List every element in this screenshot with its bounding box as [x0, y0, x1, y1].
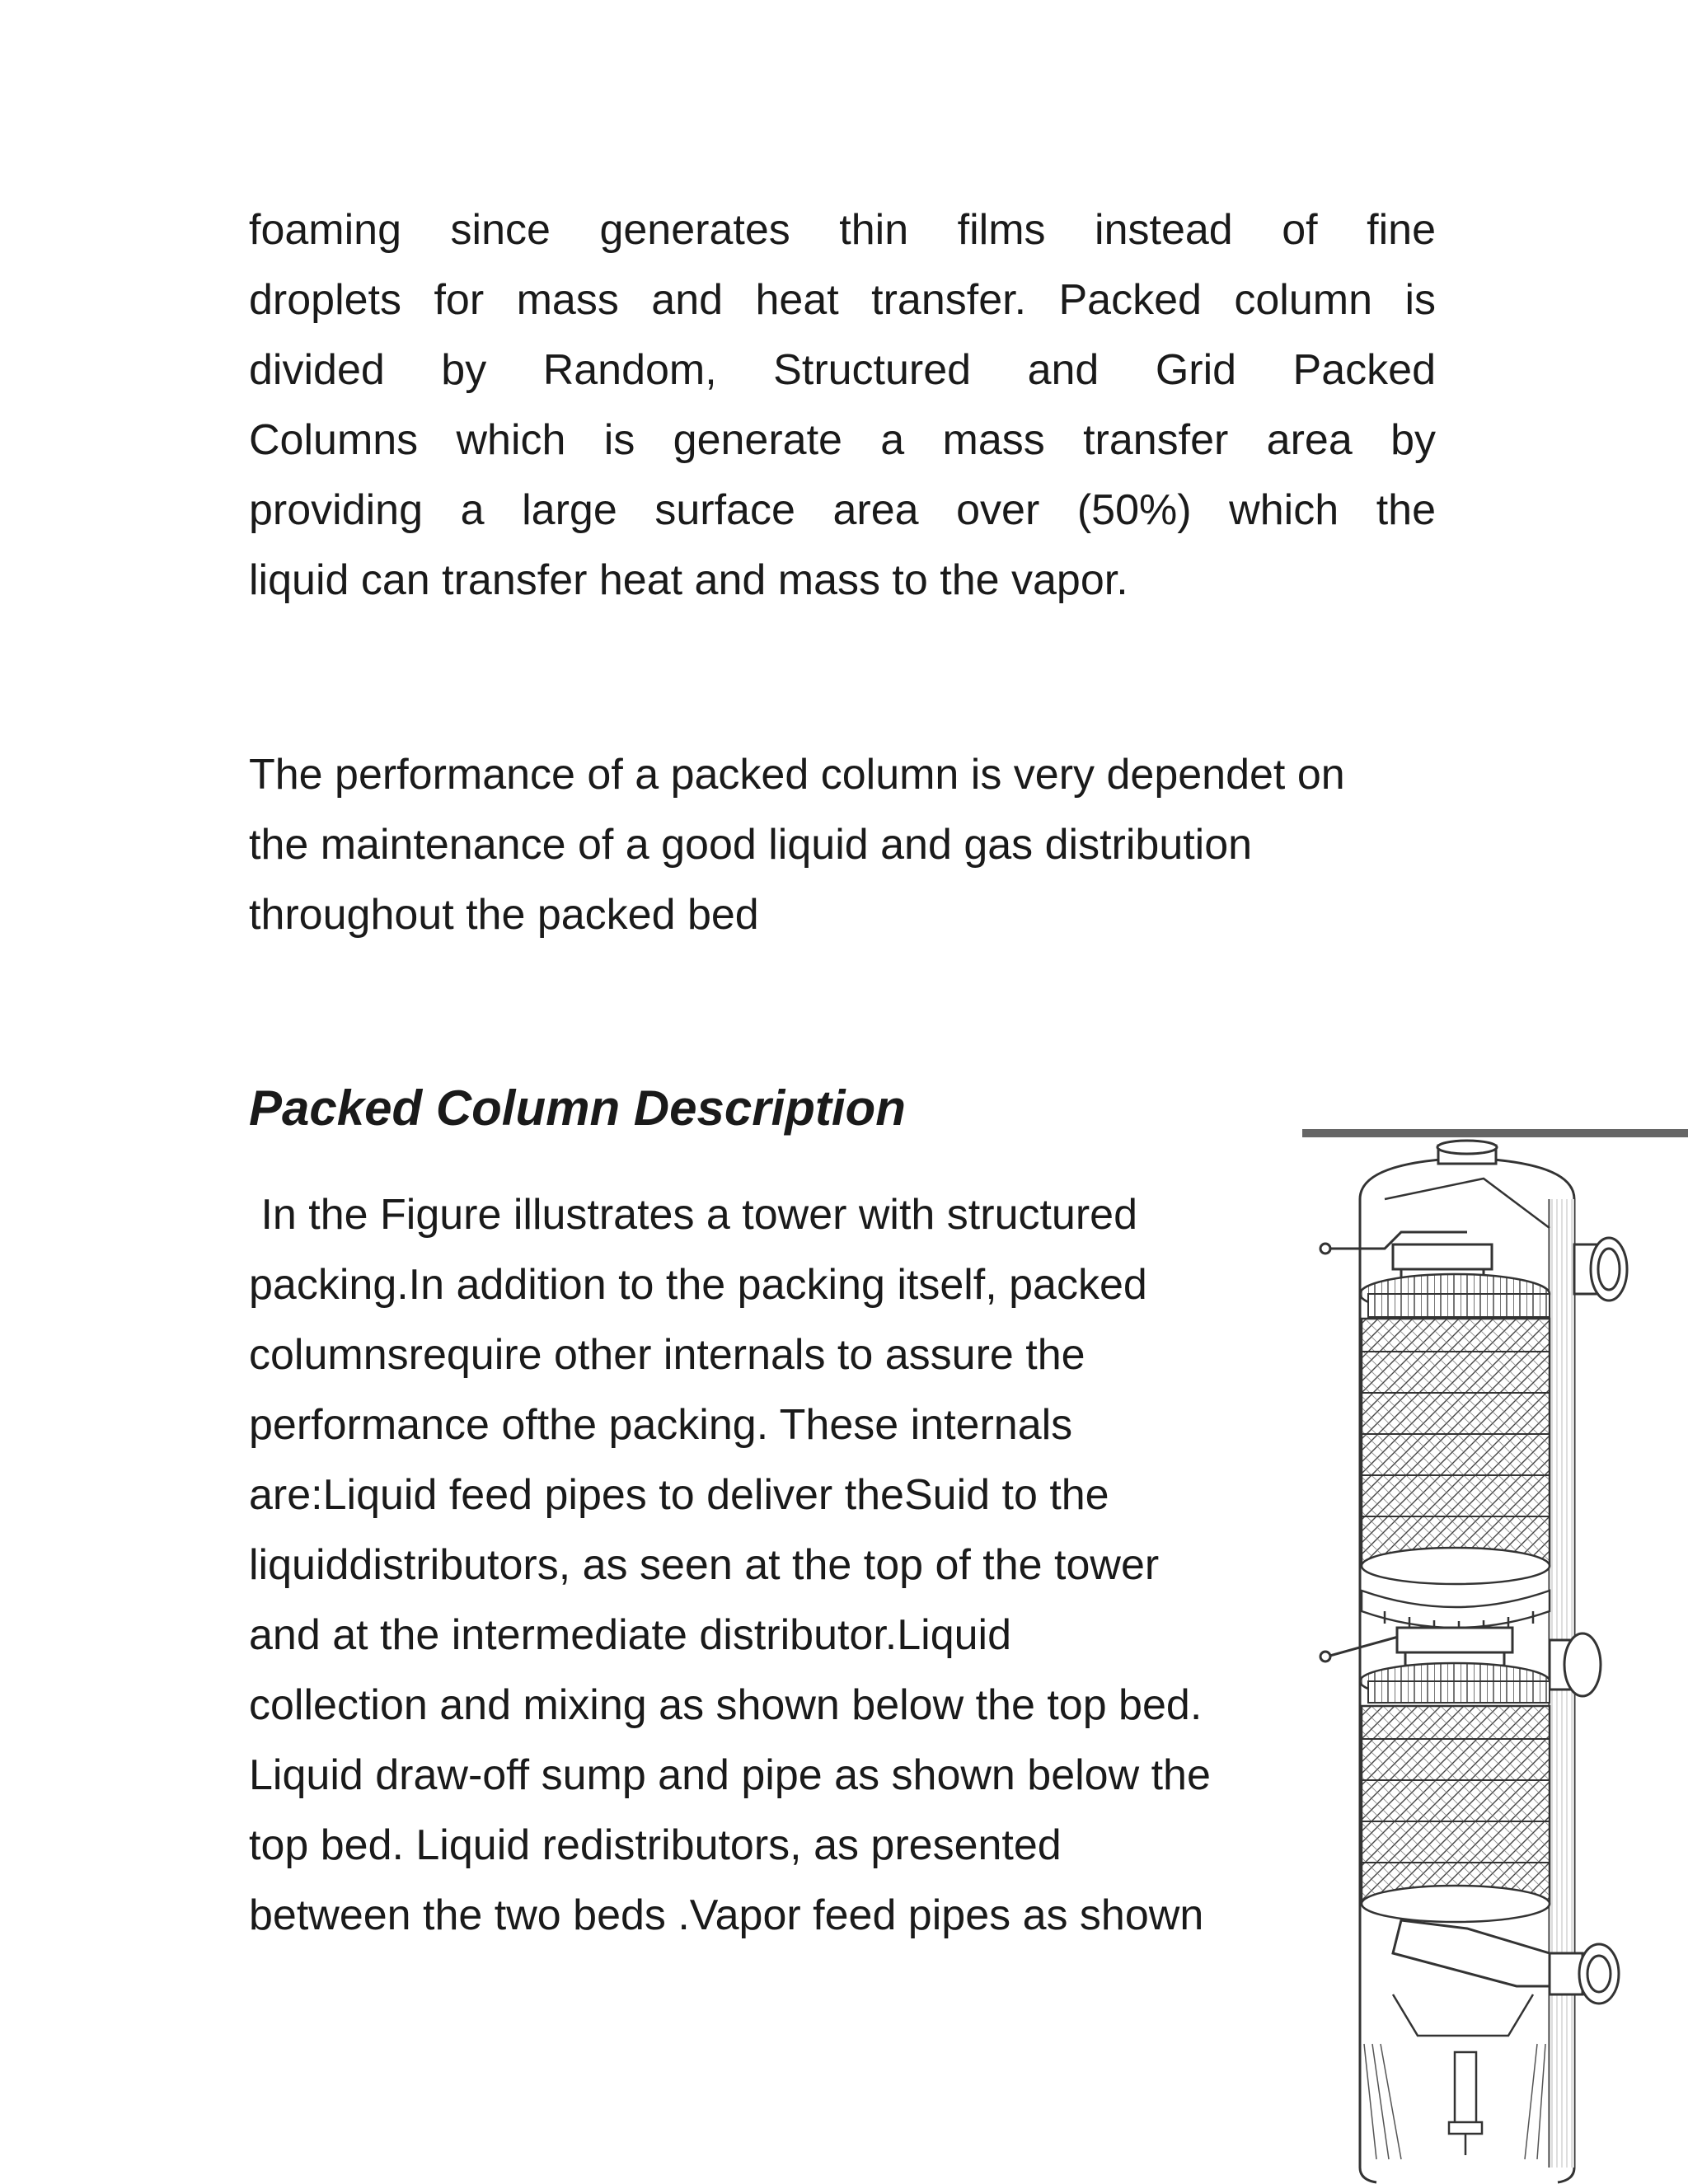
performance-paragraph	[249, 740, 1436, 950]
text-line: performance ofthe packing. These internals	[249, 1401, 1073, 1449]
packed-column-tower-illustration	[1302, 1129, 1688, 2184]
top-bar	[1302, 1129, 1688, 1137]
text-line: top bed. Liquid redistributors, as presented	[249, 1821, 1062, 1869]
text-line: providing a large surface area over (50%) which the	[249, 486, 1436, 534]
text-line: and at the intermediate distributor.Liquid	[249, 1611, 1012, 1659]
text-line: droplets for mass and heat transfer. Packed column is	[249, 276, 1436, 324]
text-line: The performance of a packed column is very dependet on	[249, 751, 1345, 799]
text-line: columnsrequire other internals to assure the	[249, 1331, 1085, 1379]
text-line: collection and mixing as shown below the top bed.	[249, 1681, 1203, 1729]
text-line: divided by Random, Structured and Grid Packed	[249, 346, 1436, 394]
text-line: liquiddistributors, as seen at the top of the tower	[249, 1541, 1160, 1589]
text-line: are:Liquid feed pipes to deliver theSuid to the	[249, 1471, 1109, 1519]
description-paragraph	[249, 1180, 1304, 1951]
text-line: throughout the packed bed	[249, 891, 759, 939]
intro-paragraph	[249, 195, 1436, 616]
packed-column-figure	[1302, 1129, 1688, 2184]
text-line: Liquid draw-off sump and pipe as shown below the	[249, 1751, 1211, 1799]
text-line: between the two beds .Vapor feed pipes as shown	[249, 1891, 1204, 1939]
text-line: In the Figure illustrates a tower with structured	[249, 1191, 1138, 1239]
text-line: foaming since generates thin films instead of fine	[249, 206, 1436, 254]
text-line: Columns which is generate a mass transfer area by	[249, 416, 1436, 464]
text-line: the maintenance of a good liquid and gas distribution	[249, 821, 1253, 869]
text-line: packing.In addition to the packing itself, packed	[249, 1261, 1147, 1309]
section-heading: Packed Column Description	[249, 1080, 906, 1136]
text-line: liquid can transfer heat and mass to the vapor.	[249, 556, 1128, 604]
